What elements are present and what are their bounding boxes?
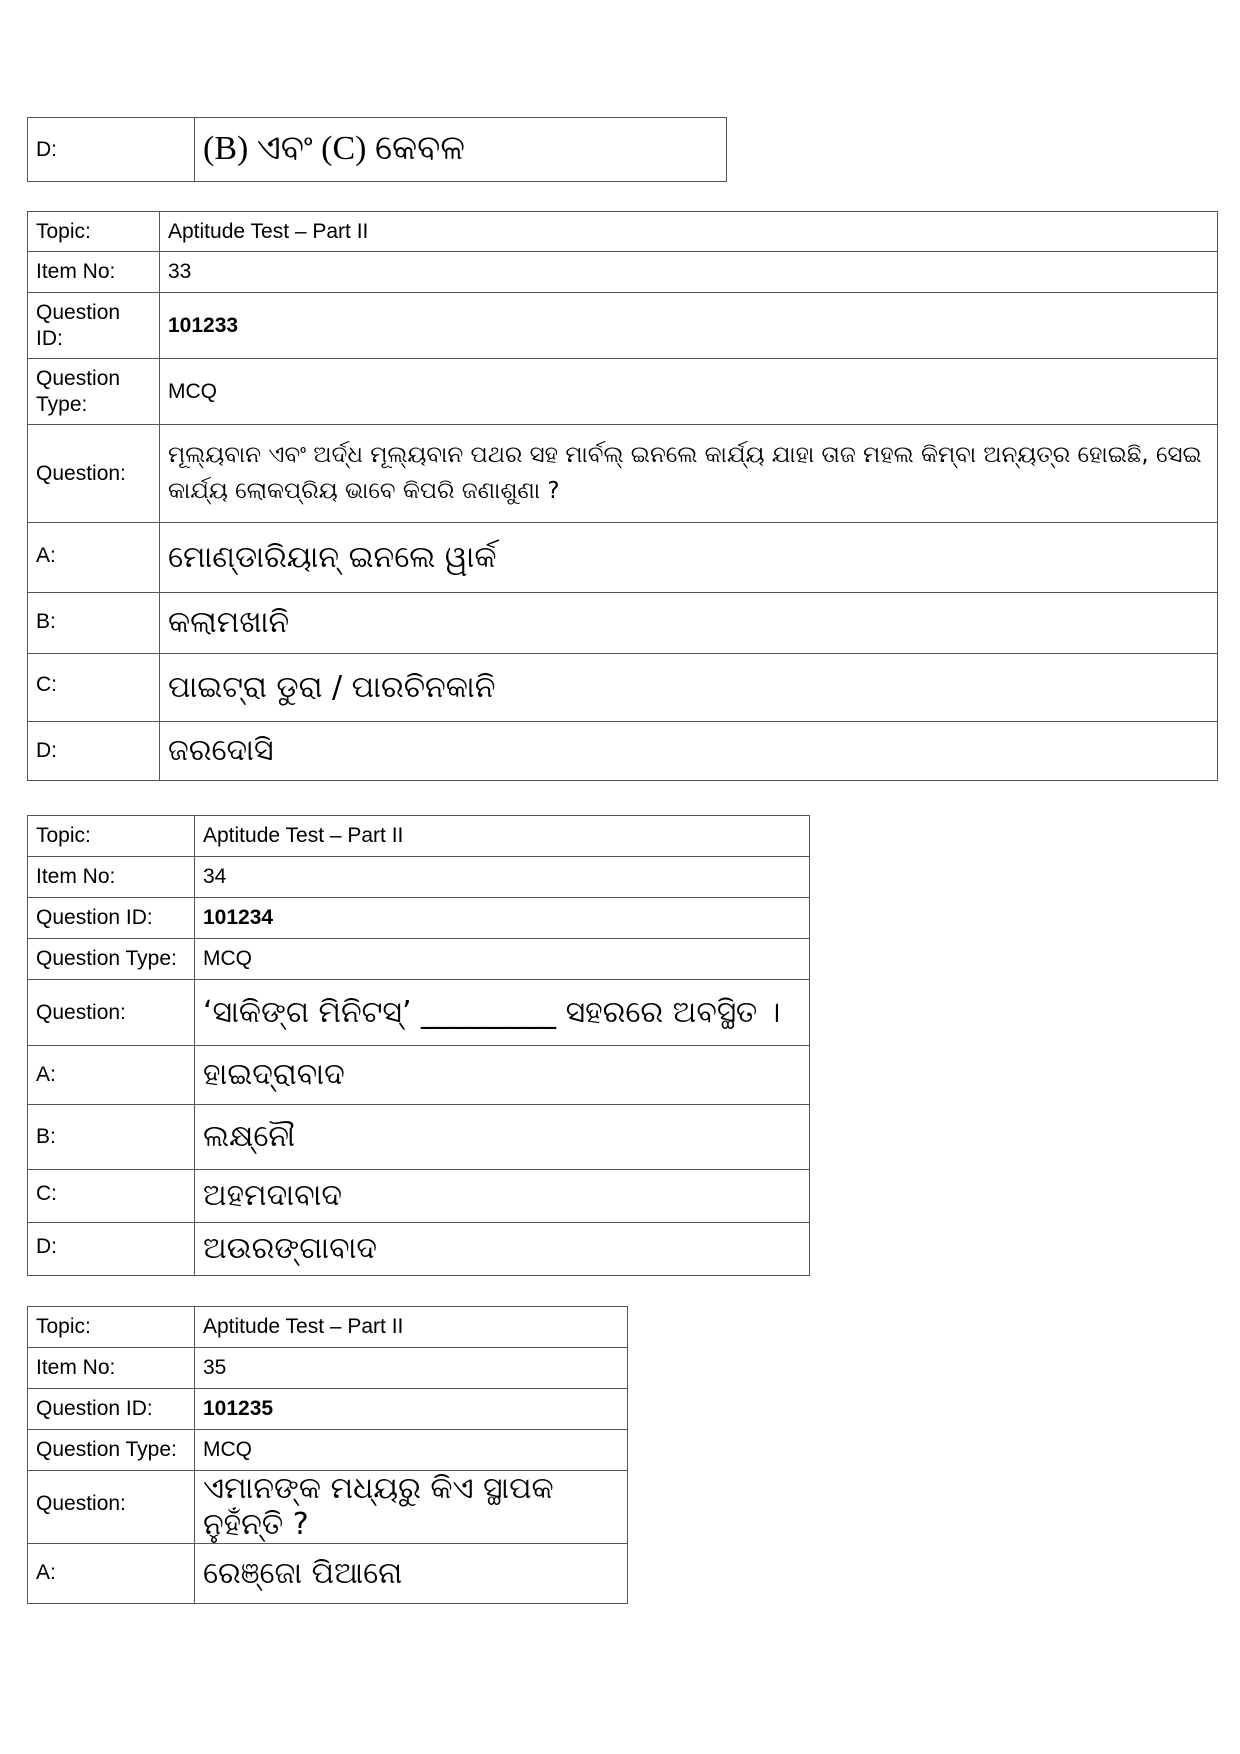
option-text-b: ଲକ୍ଷ୍ନୌ [195,1105,810,1170]
question-id-label: Question ID: [28,898,195,939]
question-label: Question: [28,425,160,523]
prev-question-tail-table [27,117,727,182]
question-label: Question: [28,1471,195,1544]
topic-value: Aptitude Test – Part II [160,212,1218,252]
item-no-label: Item No: [28,1348,195,1389]
question-id-value: 101235 [195,1389,628,1430]
option-row-d [28,118,727,182]
item-no-row [28,1348,628,1389]
question-id-row [28,293,1218,359]
option-label-a: A: [28,523,160,593]
option-label-d: D: [28,1223,195,1276]
question-text: ‘ସାକିଙ୍ଗ ମିନିଟସ୍’ _________ ସହରରେ ଅବସ୍ଥିତ । [195,980,810,1046]
topic-row [28,1307,628,1348]
topic-label: Topic: [28,816,195,857]
option-label-a: A: [28,1544,195,1604]
question-type-value: MCQ [195,939,810,980]
option-text-d: ଅଉରଙ୍ଗାବାଦ [195,1223,810,1276]
item-no-value: 35 [195,1348,628,1389]
option-row-d [28,1223,810,1276]
question-text: ଏମାନଙ୍କ ମଧ୍ୟରୁ କିଏ ସ୍ଥାପକ ନୁହଁନ୍ତି ? [195,1471,628,1544]
topic-value: Aptitude Test – Part II [195,816,810,857]
option-row-a [28,523,1218,593]
question-id-value: 101234 [195,898,810,939]
topic-value: Aptitude Test – Part II [195,1307,628,1348]
question-table-34 [27,815,810,1276]
option-text-c: ପାଇଟ୍ରା ଡୁରା / ପାରଚିନକାନି [160,654,1218,722]
option-text-c: ଅହମଦାବାଦ [195,1170,810,1223]
question-id-label: Question ID: [28,1389,195,1430]
question-type-value: MCQ [195,1430,628,1471]
item-no-row [28,857,810,898]
option-label-c: C: [28,654,160,722]
question-id-value: 101233 [160,293,1218,359]
question-type-row [28,939,810,980]
option-row-b [28,593,1218,654]
option-text: (B) ଏବଂ (C) କେବଳ [195,118,727,182]
question-id-row [28,1389,628,1430]
question-table-35 [27,1306,628,1604]
item-no-value: 34 [195,857,810,898]
question-text: ମୂଲ୍ୟବାନ ଏବଂ ଅର୍ଦ୍ଧ ମୂଲ୍ୟବାନ ପଥର ସହ ମାର୍ବଲ୍ ଇନଲେ କାର୍ଯ୍ୟ ଯାହା ତାଜ ମହଲ କିମ୍ବା ଅନ୍ୟତ୍ର ହୋଇଛି, ସେଇ କାର୍ଯ୍ୟ ଲୋକପ୍ରିୟ ଭାବେ କିପରି ଜଣାଶୁଣା ? [160,425,1218,523]
option-text-a: ହାଇଦ୍ରାବାଦ [195,1046,810,1105]
option-label-c: C: [28,1170,195,1223]
item-no-row [28,252,1218,293]
question-label: Question: [28,980,195,1046]
item-no-label: Item No: [28,857,195,898]
question-type-label: Question Type: [28,359,160,425]
option-row-a [28,1046,810,1105]
option-label: D: [28,118,195,182]
option-text-a: ରେଞ୍ଜୋ ପିଆନୋ [195,1544,628,1604]
question-type-row [28,359,1218,425]
question-row [28,980,810,1046]
question-type-row [28,1430,628,1471]
option-label-d: D: [28,722,160,781]
option-row-a [28,1544,628,1604]
option-label-b: B: [28,593,160,654]
topic-label: Topic: [28,1307,195,1348]
option-text-a: ମୋଣ୍ଡାରିୟାନ୍ ଇନଲେ ୱାର୍କ [160,523,1218,593]
topic-row [28,816,810,857]
question-row [28,1471,628,1544]
option-row-b [28,1105,810,1170]
option-label-b: B: [28,1105,195,1170]
item-no-value: 33 [160,252,1218,293]
option-label-a: A: [28,1046,195,1105]
question-row [28,425,1218,523]
option-text-d: ଜରଦୋସି [160,722,1218,781]
question-type-label: Question Type: [28,939,195,980]
question-type-value: MCQ [160,359,1218,425]
topic-label: Topic: [28,212,160,252]
question-type-label: Question Type: [28,1430,195,1471]
option-row-c [28,654,1218,722]
topic-row [28,212,1218,252]
option-text-b: କଲାମଖାନି [160,593,1218,654]
option-row-d [28,722,1218,781]
question-table-33 [27,211,1218,781]
question-id-row [28,898,810,939]
item-no-label: Item No: [28,252,160,293]
question-id-label: Question ID: [28,293,160,359]
option-row-c [28,1170,810,1223]
